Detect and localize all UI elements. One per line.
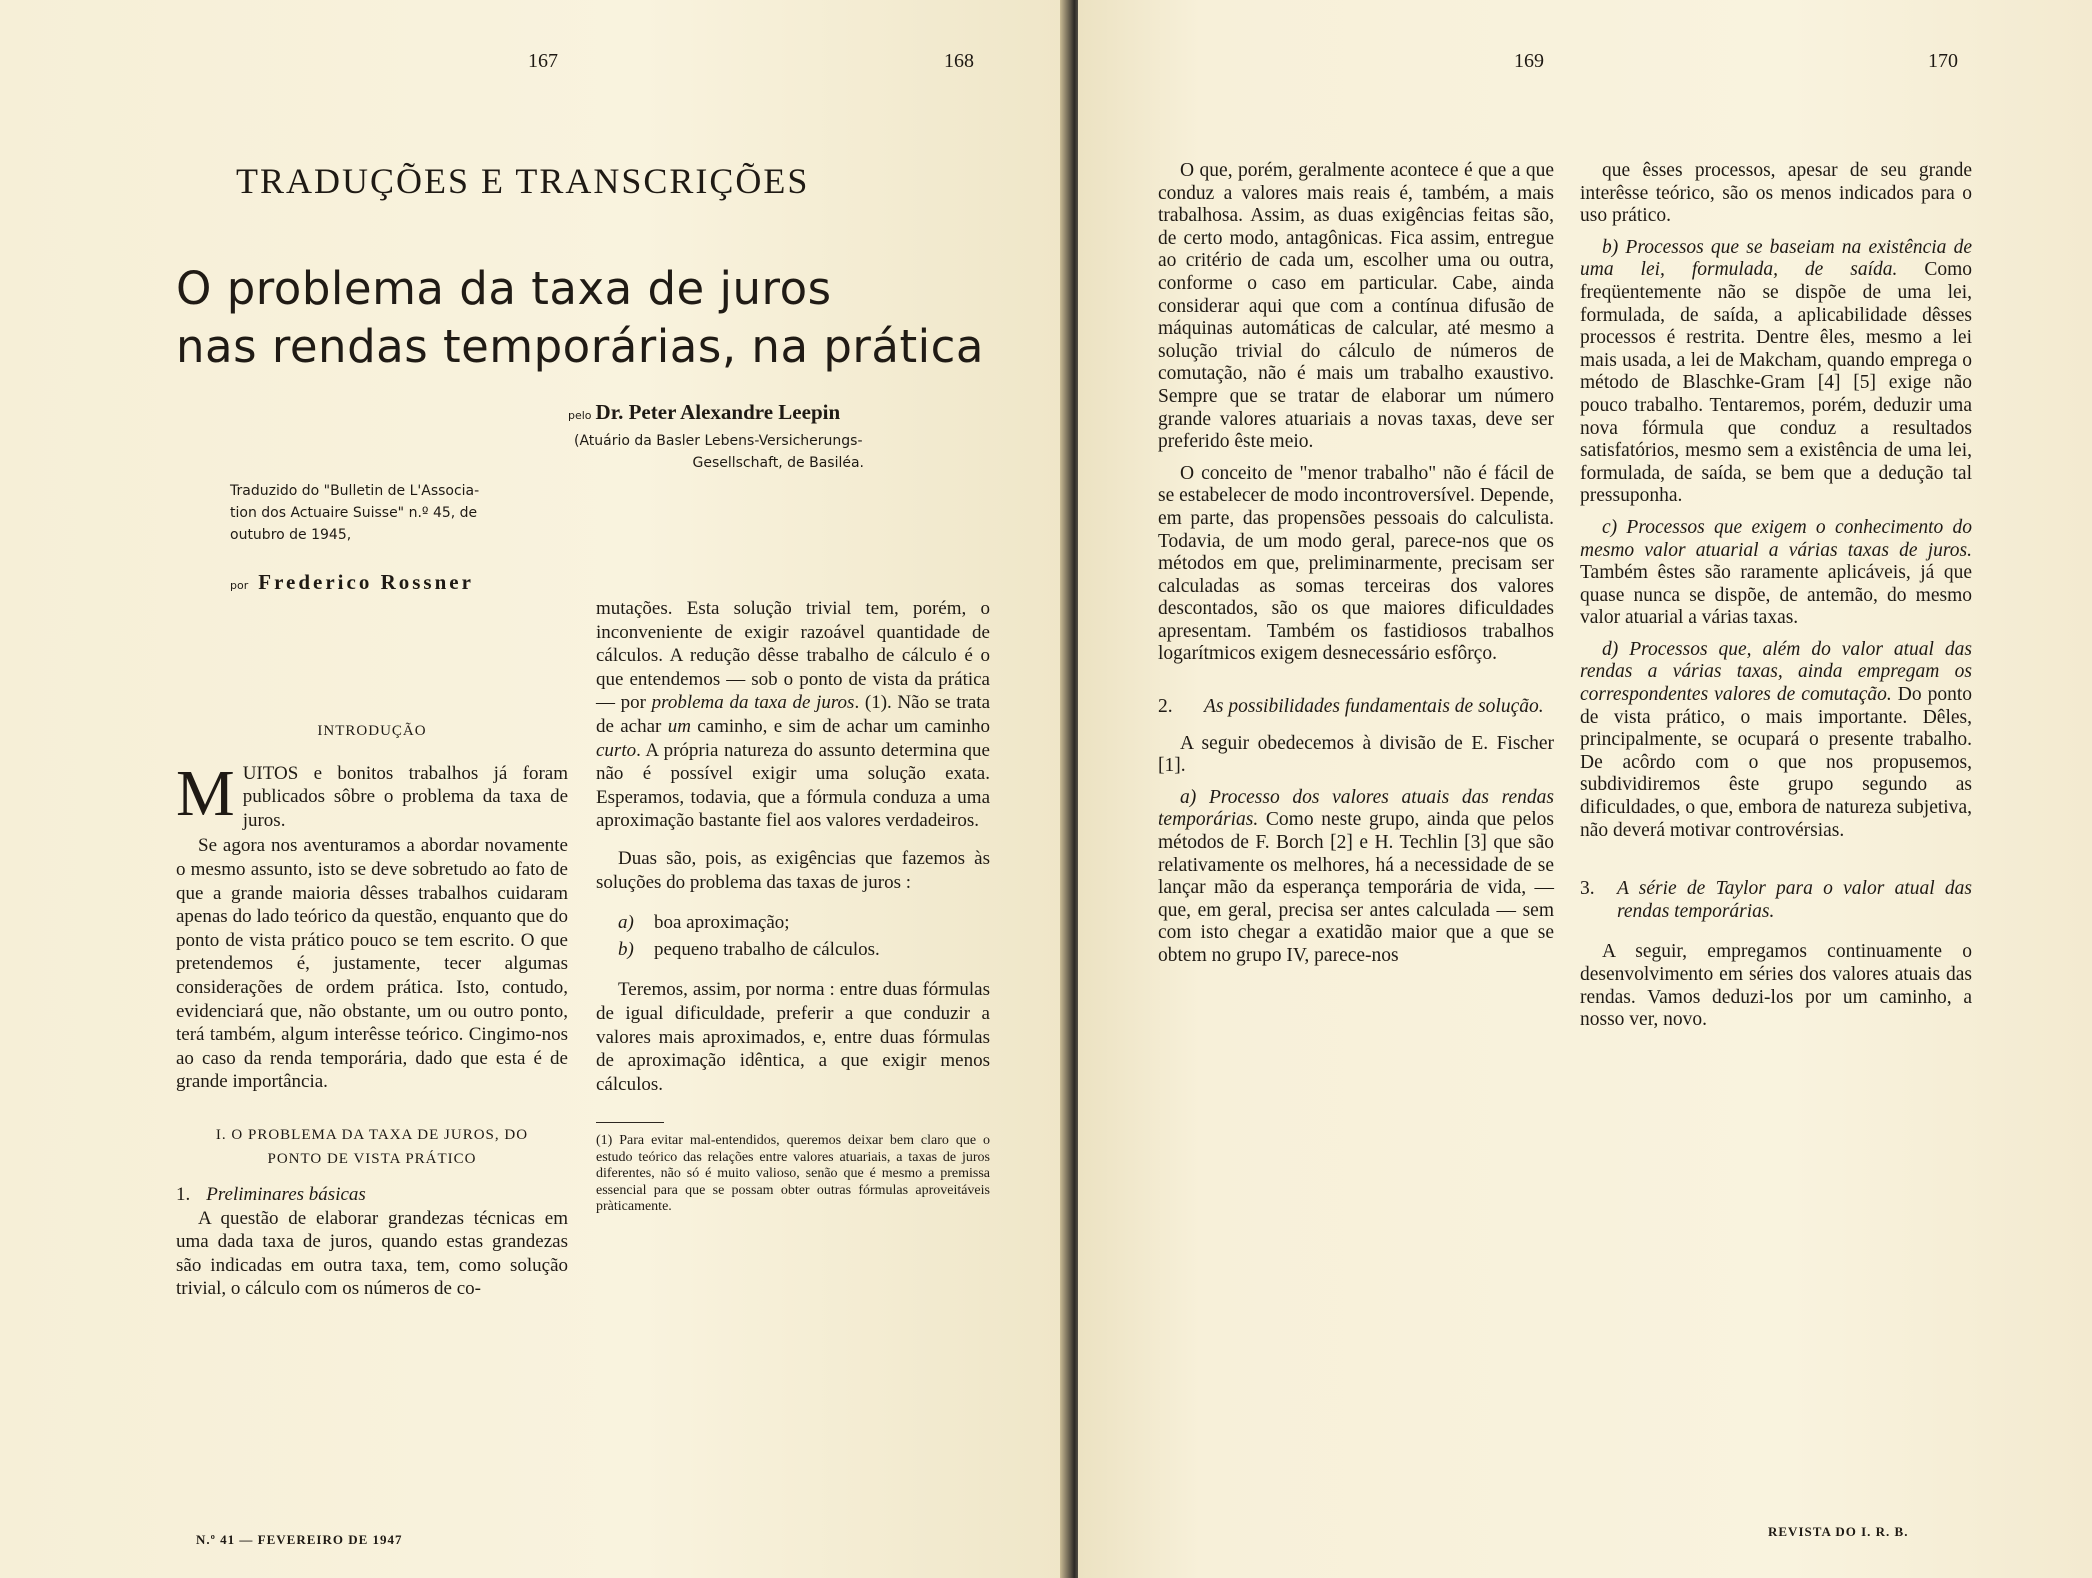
item-d-label: d) [1602, 638, 1619, 660]
item-b-text: Como freqüentemente não se dispõe de uma lei, formulada, de saída, a aplicabilidade dêsses processos é restrita. Dentre êles, mesmo a lei mais usada, a lei de Makcham, quando emprega o método de Blaschke-Gram [4] [5] exige não pouco trabalho. Tentaremos, porém, deduzir uma nova fórmula que conduz a resultados satisfatórios, mesmo sem a existência de uma lei, formulada, de saída, se bem que a dedução tal pressuponha. [1580, 259, 1972, 507]
subsection-1-number: 1. [176, 1184, 191, 1206]
left-column-1 [176, 720, 568, 1301]
author-name: Dr. Peter Alexandre Leepin [595, 400, 841, 424]
section-1-heading [176, 1124, 568, 1171]
right-col2-item-c [1580, 517, 1972, 630]
section-1-heading-line-1: I. O PROBLEMA DA TAXA DE JUROS, DO [215, 1126, 529, 1143]
right-col1-paragraph-1: O que, porém, geralmente acontece é que a que conduz a valores mais reais é, também, a mais trabalhosa. Assim, as duas exigências feitas são, de certo modo, antagônicas. Fica assim, entregue ao critério de cada um, escolher uma ou outra, conforme o caso em particular. Cabe, ainda considerar aqui que com a contínua difusão de máquinas automáticas de calcular, até mesmo a solução trivial do cálculo de números de comutação, não é mais um trabalho exaustivo. Sempre que se tratar de elaborar um número grande valores atuariais a novas taxas, deve ser preferido êste meio. [1158, 160, 1554, 453]
right-column-1 [1158, 160, 1554, 968]
column-2-paragraph-3: Teremos, assim, por norma : entre duas fórmulas de igual dificuldade, preferir a que conduzir a valores mais aproximados, e, entre duas fórmulas de aproximação idêntica, a que exigir menos cálculos. [596, 979, 990, 1095]
author-affiliation [574, 430, 944, 474]
text-run-italic: um [667, 715, 691, 737]
text-run: . A própria natureza do assunto determina que não é possível exigir uma solução exata. Esperamos, todavia, que a fórmula conduza a uma aproximação bastante fiel aos valores verdadeiros. [596, 739, 990, 832]
section-2-heading [1158, 696, 1554, 719]
item-c-label: c) [1602, 516, 1618, 538]
list-item-text: boa aproximação; [654, 912, 790, 934]
item-c-title: Processos que exigem o conhecimento do mesmo valor atuarial a várias taxas de juros. [1580, 516, 1972, 561]
text-run: mutações. Esta solução trivial tem, porém, o inconveniente de exigir razoável quantidade de cálculos. A redução dêsse trabalho de cálculo é o que entendemos — sob o ponto de vista da prática — por [596, 598, 990, 714]
translator-name: Frederico Rossner [258, 570, 474, 594]
right-col1-paragraph-3: A seguir obedecemos à divisão de E. Fischer [1]. [1158, 732, 1554, 777]
right-col1-paragraph-2: O conceito de "menor trabalho" não é fácil de se estabelecer de modo incontroversível. Depende, em parte, das propensões pessoais do calculista. Todavia, de um modo geral, parece-nos que os métodos em que, preliminarmente, precisam ser calculadas as somas terceiras dos valores descontados, são os que maiores dificuldades apresentam. Também os fastidiosos trabalhos logarítmicos exigem desnecessário esfôrço. [1158, 462, 1554, 665]
right-col2-item-b [1580, 237, 1972, 508]
page-number-167: 167 [528, 50, 558, 72]
item-d-text: Do ponto de vista prático, o mais importante. Dêles, principalmente, se ocupará o presente trabalho. De acôrdo com o que nos propusemos, subdividiremos êste grupo segundo as dificuldades, o que, embora de natureza subjetiva, não deverá motivar controvérsias. [1580, 684, 1972, 841]
list-item-label: a) [618, 912, 634, 934]
intro-paragraph-2: Se agora nos aventuramos a abordar novamente o mesmo assunto, isto se deve sobretudo ao fato de que a grande maioria dêsses trabalhos cuidaram apenas do lado teórico da questão, enquanto que do ponto de vista prático pouco se tem escrito. O que pretendemos é, justamente, tecer algumas considerações de ordem prática. Isto, contudo, evidenciará que, não obstante, um ou outro ponto, terá também, algum interêsse teórico. Cingimo-nos ao caso da renda temporária, dado que esta é de grande importância. [176, 835, 568, 1093]
item-b-title: Processos que se baseiam na existência de uma lei, formulada, de saída. [1580, 236, 1972, 281]
right-col2-paragraph-1: que êsses processos, apesar de seu grande interêsse teórico, são os menos indicados para o uso prático. [1580, 160, 1972, 227]
right-col2-item-d [1580, 639, 1972, 842]
left-footer: N.º 41 — FEVEREIRO DE 1947 [196, 1532, 403, 1547]
footnote: (1) Para evitar mal-entendidos, queremos deixar bem claro que o estudo teórico das relações entre valores atuariais, a taxas de juros diferentes, não só é muito valioso, senão que é mesmo a premissa essencial para que se possam obter outras fórmulas aproveitáveis pràticamente. [596, 1133, 990, 1215]
right-col1-item-a [1158, 787, 1554, 968]
list-item [618, 911, 990, 935]
item-a-text: Como neste grupo, ainda que pelos métodos de F. Borch [2] e H. Techlin [3] que são relativamente os melhores, há a necessidade de se lançar mão da esperança temporária de vida, — que, em geral, precisa ser antes calculada — sem com isto chegar a exatidão maior que a que se obtem no grupo IV, parece-nos [1158, 809, 1554, 966]
translation-note-line-2: tion dos Actuaire Suisse" n.º 45, de [230, 505, 478, 521]
section-2-number: 2. [1158, 696, 1173, 718]
intro-heading: INTRODUÇÃO [317, 723, 427, 739]
translation-note-line-1: Traduzido do "Bulletin de L'Associa- [230, 483, 480, 499]
affiliation-line-1: (Atuário da Basler Lebens-Versicherungs- [574, 433, 863, 449]
dropcap-letter: M [176, 756, 235, 830]
article-title-line-1: O problema da taxa de juros [176, 262, 832, 315]
section-3-number: 3. [1580, 878, 1595, 900]
intro-first-text: UITOS e bonitos trabalhos já foram publicados sôbre o problema da taxa de juros. [242, 762, 568, 831]
translation-note [230, 480, 560, 546]
section-title: TRADUÇÕES E TRANSCRIÇÕES [236, 161, 810, 201]
item-b-label: b) [1602, 236, 1619, 258]
author-prefix: pelo [568, 409, 592, 422]
list-item-label: b) [618, 938, 634, 960]
translator-line [230, 570, 474, 597]
item-d-title: Processos que, além do valor atual das rendas a várias taxas, ainda empregam os correspondentes valores de comutação. [1580, 638, 1973, 706]
item-a-label: a) [1180, 786, 1197, 808]
column-2-paragraph-1 [596, 597, 990, 833]
item-c-text: Também êstes são raramente aplicáveis, já que quase nunca se dispõe, de antemão, do mesmo valor atuarial a várias taxas. [1580, 562, 1972, 629]
intro-paragraph-1 [176, 756, 568, 833]
subsection-1-title [176, 1183, 568, 1207]
text-run-italic: problema da taxa de juros [651, 692, 855, 714]
article-title-line-2: nas rendas temporárias, na prática [176, 320, 984, 373]
subsection-1-paragraph: A questão de elaborar grandezas técnicas em uma dada taxa de juros, quando estas grandezas são indicadas em outra taxa, tem, como solução trivial, o cálculo com os números de co- [176, 1207, 568, 1300]
translation-note-line-3: outubro de 1945, [230, 527, 352, 543]
section-2-title: As possibilidades fundamentais de solução. [1204, 696, 1544, 718]
affiliation-line-2: Gesellschaft, de Basiléa. [692, 455, 864, 471]
translator-prefix: por [230, 579, 249, 592]
column-2-paragraph-2: Duas são, pois, as exigências que fazemos às soluções do problema das taxas de juros : [596, 847, 990, 893]
section-1-heading-line-2: PONTO DE VISTA PRÁTICO [267, 1150, 477, 1167]
right-footer: REVISTA DO I. R. B. [1768, 1524, 1909, 1539]
item-a-title: Processo dos valores atuais das rendas temporárias. [1158, 786, 1555, 831]
section-3-heading [1580, 878, 1972, 923]
list-item [618, 938, 990, 962]
section-3-title: A série de Taylor para o valor atual das rendas temporárias. [1616, 878, 1972, 922]
footnote-rule [596, 1122, 664, 1123]
requirements-list [596, 911, 990, 961]
right-col2-paragraph-last: A seguir, empregamos continuamente o desenvolvimento em séries dos valores atuais das rendas. Vamos deduzi-los por um caminho, a nosso ver, novo. [1580, 941, 1972, 1031]
article-title [176, 260, 984, 376]
text-run: caminho, e sim de achar um caminho [690, 715, 990, 737]
author-line [568, 400, 840, 427]
page-number-170: 170 [1928, 50, 1958, 72]
left-column-2 [596, 597, 990, 1216]
right-column-2 [1580, 160, 1972, 1032]
subsection-1-text: Preliminares básicas [206, 1184, 366, 1206]
page-number-168: 168 [944, 50, 974, 72]
page-number-169: 169 [1514, 50, 1544, 72]
text-run-italic: curto [596, 739, 637, 761]
list-item-text: pequeno trabalho de cálculos. [654, 938, 880, 960]
right-page [1078, 0, 2092, 1578]
text-run: . (1). Não se trata de achar [596, 692, 990, 737]
